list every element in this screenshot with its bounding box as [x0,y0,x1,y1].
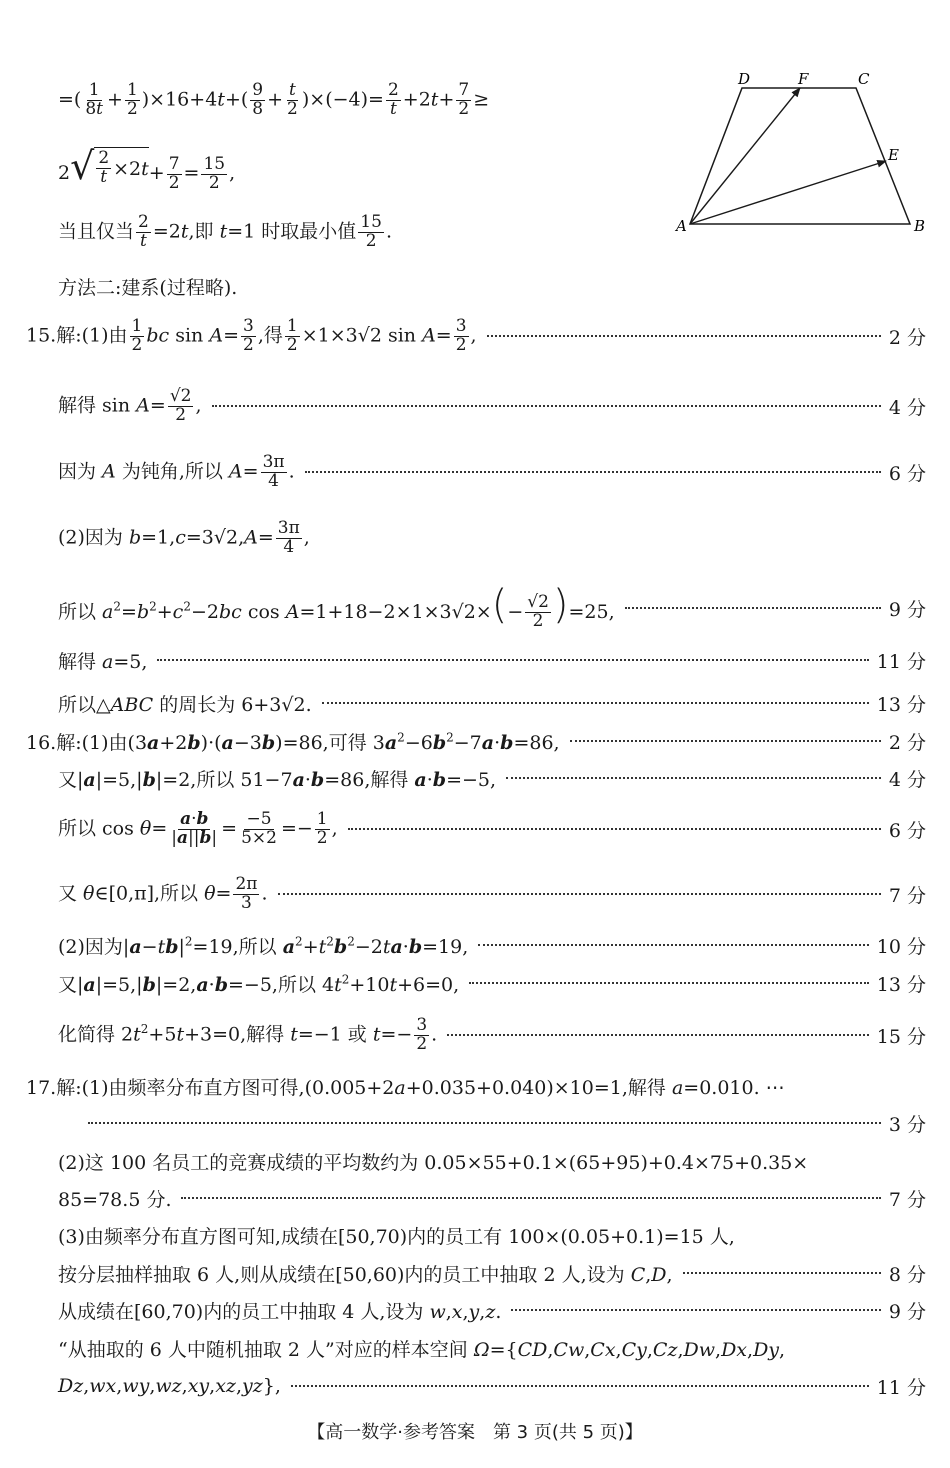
answer-line-l18 [58,1014,926,1054]
page-footer: 【高一数学·参考答案 第 3 页(共 5 页)】 [307,1422,643,1443]
line-text: 17.解:(1)由频率分布直方图可得,(0.005+2a+0.035+0.040)×10=1,解得 a=0.010. ⋯ [26,1076,785,1099]
label-F: F [798,70,809,88]
score-label: 9 分 [888,598,926,621]
answer-line-l2 [58,144,458,193]
line-text: 2 √ $\frac{2}{t}$ ×2 t + $\frac{7}{2}$ = $\frac{15}{2}$ , [58,144,236,193]
line-text: 解得 sin A= $\frac{√2}{2}$ , [58,385,202,425]
line-text: 解得 a=5, [58,650,148,673]
answer-line-l25 [58,1294,926,1326]
score-label: 2 分 [888,731,926,754]
label-D: D [738,70,751,88]
leader-dots [506,777,881,779]
answer-line-l24 [58,1257,926,1289]
answer-line-l23 [58,1219,926,1251]
leader-dots [157,659,868,661]
leader-dots [88,1122,881,1124]
leader-dots [487,335,881,337]
score-label: 7 分 [888,1188,926,1211]
leader-dots [348,828,881,830]
score-label: 9 分 [888,1300,926,1323]
leader-dots [570,740,881,742]
answer-line-l20 [78,1107,926,1139]
answer-line-l26 [58,1332,926,1364]
score-label: 11 分 [876,650,926,673]
answer-line-l16 [58,929,926,961]
score-label: 2 分 [888,326,926,349]
answer-line-l8 [58,517,458,557]
leader-dots [212,405,881,407]
line-text: Dz,wx,wy,wz,xy,xz,yz}, [58,1375,281,1397]
leader-dots [511,1309,880,1311]
answer-line-l15 [58,873,926,913]
leader-dots [478,944,869,946]
score-label: 6 分 [888,462,926,485]
leader-dots [305,471,881,473]
score-label: 8 分 [888,1263,926,1286]
line-text: 16.解:(1)由(3a+2b)·(a−3b)=86,可得 $3a^2-6b^2-7a\cdot b=86$, [26,730,560,754]
label-B: B [914,217,926,235]
line-text: =( $\frac{1}{8t}$ + $\frac{1}{2}$ )×16+4t+( $\frac{9}{8}$ + $\frac{t}{2}$ )×(−4)= $\frac{2}{t}$ +2t+ $\frac{7}{2}$ ≥ [58,79,490,119]
line-text: (3)由频率分布直方图可知,成绩在[50,70)内的员工有 100×(0.05+0.1)=15 人, [58,1225,735,1248]
answer-line-l13 [58,762,926,794]
answer-line-l14 [58,808,926,848]
score-label: 15 分 [876,1025,926,1048]
leader-dots [447,1034,869,1036]
line-text: 所以 cos θ= $\frac{a\cdot b}{|a||b|}$ = $\frac{-5}{5\times 2}$ =− $\frac{1}{2}$ , [58,808,338,848]
label-E: E [888,146,899,164]
line-text: (2)这 100 名员工的竞赛成绩的平均数约为 0.05×55+0.1×(65+95)+0.4×75+0.35× [58,1151,809,1174]
line-text: “从抽取的 6 人中随机抽取 2 人”对应的样本空间 Ω={CD,Cw,Cx,Cy,Cz,Dw,Dx,Dy, [58,1338,786,1361]
line-text: 化简得 $2t^2+5t+3=0$,解得 t=−1 或 t=− $\frac{3}{2}$ . [58,1014,438,1054]
label-C: C [858,70,870,88]
line-text: (2)因为$|a-tb|^2=19$,所以 $a^2+t^2b^2-2ta\cdot b=19$, [58,934,469,958]
answer-line-l3 [58,211,478,251]
line-text: 方法二:建系(过程略). [58,276,238,299]
answer-line-l22 [58,1182,926,1214]
line-text: 又|a|=5,|b|=2,a·b=−5,所以 $4t^2+10t+6=0$, [58,972,460,996]
answer-line-l10 [58,644,926,676]
line-text: 15.解:(1)由 $\frac{1}{2}$ bc sin A= $\frac{3}{2}$ ,得 $\frac{1}{2}$ ×1×3√2 sin A= $\frac{3}{2}$ , [26,315,477,355]
score-label: 6 分 [888,819,926,842]
line-text: 85=78.5 分. [58,1188,172,1211]
line-text: 所以△ABC 的周长为 6+3√2. [58,693,312,716]
score-label: 3 分 [888,1113,926,1136]
trapezoid-ABCD [690,88,910,224]
answer-line-l6 [58,385,926,425]
leader-dots [278,893,881,895]
score-label: 10 分 [876,935,926,958]
line-text: 又|a|=5,|b|=2,所以 51−7a·b=86,解得 a·b=−5, [58,768,497,791]
line-text: 当且仅当 $\frac{2}{t}$ =2t,即 t=1 时取最小值 $\frac{15}{2}$ . [58,211,392,251]
leader-dots [322,702,869,704]
score-label: 13 分 [876,973,926,996]
leader-dots [683,1272,881,1274]
line-text: 又 θ∈[0,π],所以 θ= $\frac{2\pi}{3}$ . [58,873,268,913]
label-A: A [676,217,687,235]
score-label: 13 分 [876,693,926,716]
vector-AE [690,161,886,224]
answer-line-l9 [58,581,926,632]
leader-dots [625,607,881,609]
line-text: 从成绩在[60,70)内的员工中抽取 4 人,设为 w,x,y,z. [58,1300,502,1323]
vector-AF [690,88,800,224]
answer-line-l17 [58,967,926,999]
line-text: 所以 $a^2=b^2+c^2-2bc$ cos A=1+18−2×1×3√2×(− $\frac{√2}{2}$ )=25, [58,581,615,632]
answer-line-l11 [58,687,926,719]
answer-line-l21 [58,1145,926,1177]
answer-line-l4 [58,270,358,302]
trapezoid-figure [668,68,940,238]
answer-line-l12 [26,725,926,757]
leader-dots [181,1197,880,1199]
score-label: 7 分 [888,884,926,907]
line-text: 按分层抽样抽取 6 人,则从成绩在[50,60)内的员工中抽取 2 人,设为 C,D, [58,1263,673,1286]
answer-line-l7 [58,451,926,491]
score-label: 4 分 [888,768,926,791]
score-label: 11 分 [876,1376,926,1399]
score-label: 4 分 [888,396,926,419]
answer-line-l1 [58,79,678,119]
answer-line-l27 [58,1370,926,1402]
line-text: (2)因为 b=1,c=3√2,A= $\frac{3\pi}{4}$ , [58,517,310,557]
answer-line-l5 [26,315,926,355]
leader-dots [469,982,869,984]
line-text: 因为 A 为钝角,所以 A= $\frac{3\pi}{4}$ . [58,451,295,491]
leader-dots [291,1385,869,1387]
answer-line-l19 [26,1070,926,1102]
